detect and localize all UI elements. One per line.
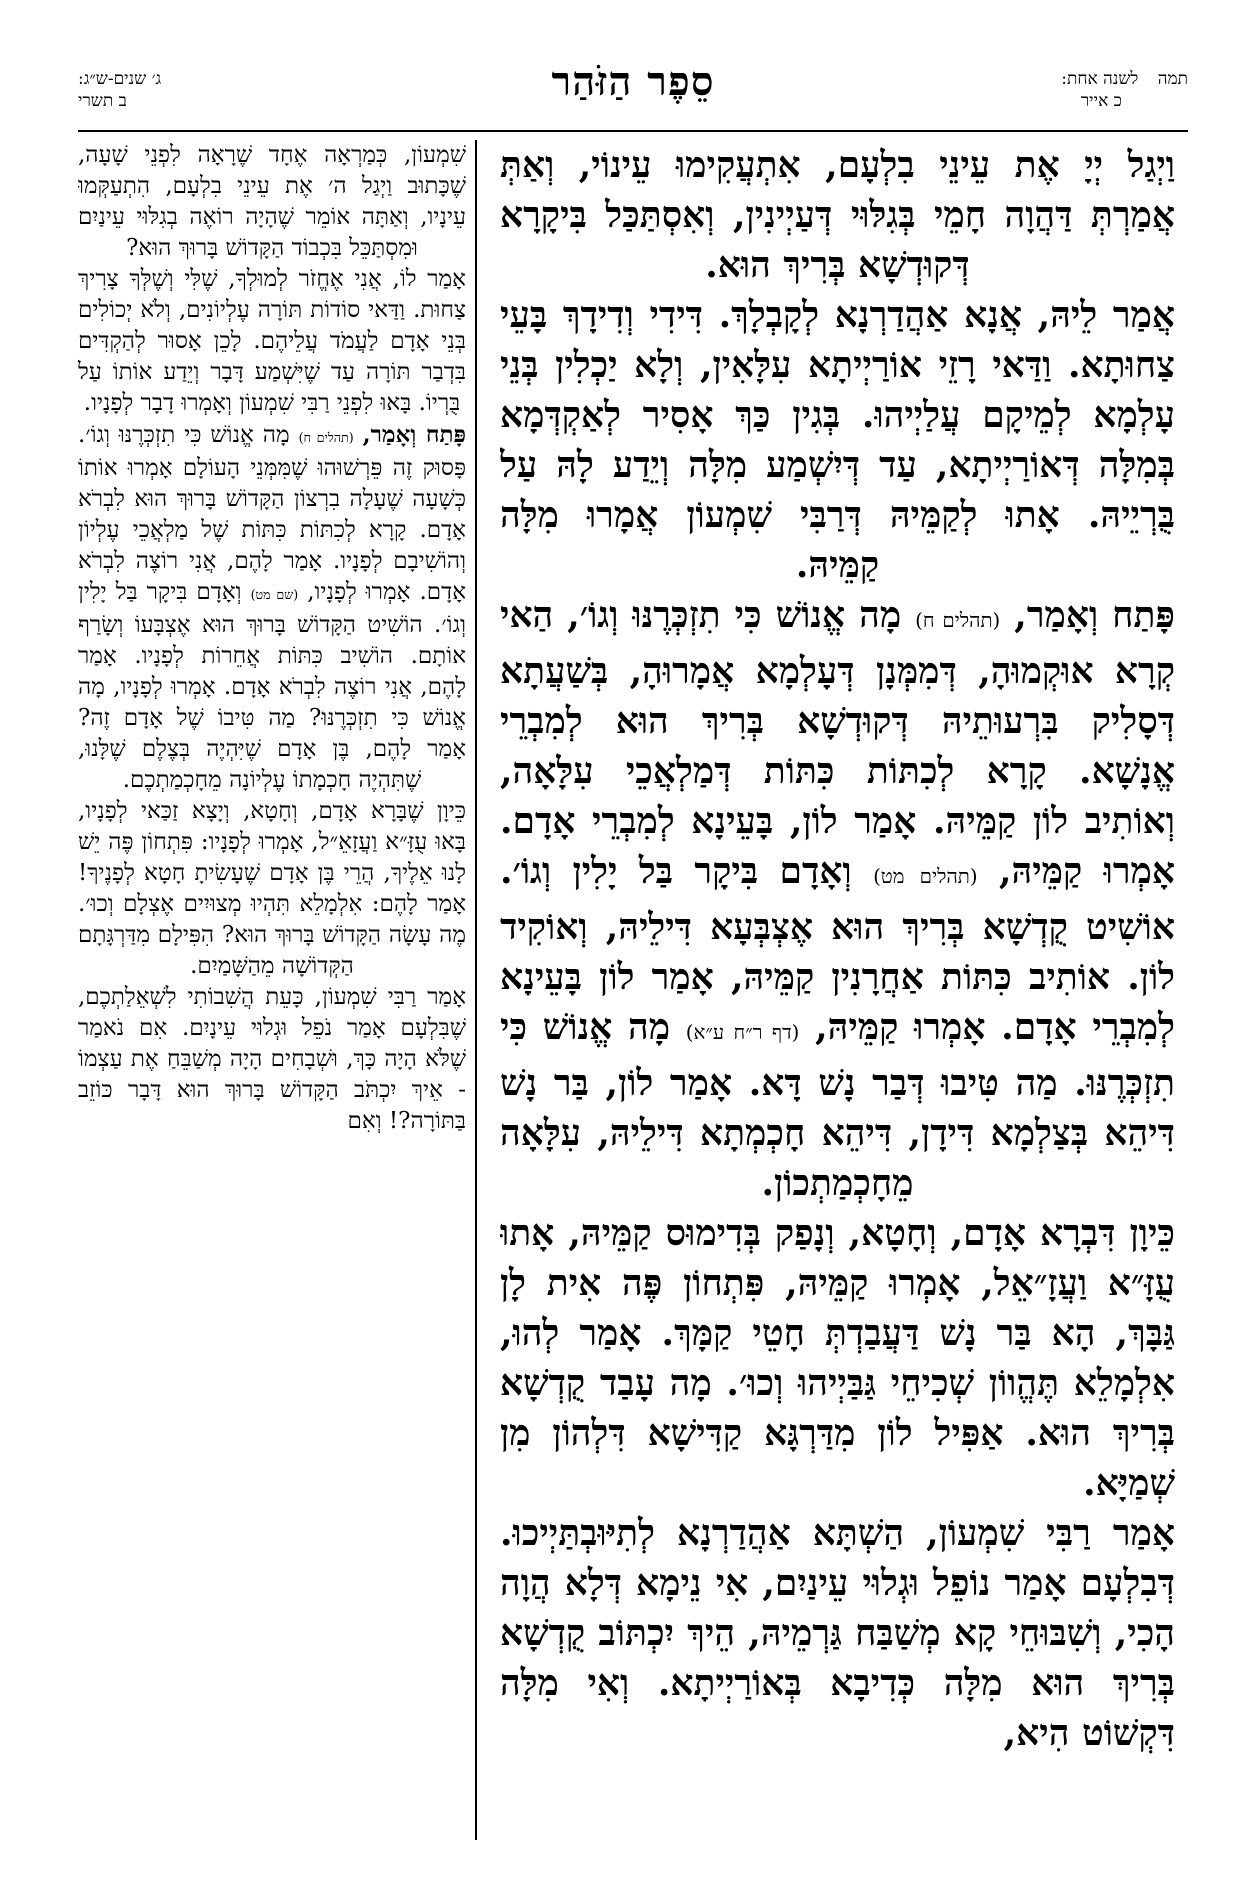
header-cycle-info (78, 68, 161, 112)
side-paragraph-3 (78, 419, 466, 796)
main-aramaic-column (500, 140, 1175, 1840)
column-divider (475, 140, 477, 1840)
cycle-label: ג׳ שנים-ש״ג: (78, 69, 162, 89)
page-header (78, 58, 1188, 140)
main-paragraph-4: כֵּיוָן דִּבְרָא אָדָם, וְחָטָא, וְנָפַק בְּדִימוּס קַמֵּיהּ, אָתוּ עֻזָּ״א וַעֲזָ״אֵל, אָמְרוּ קַמֵּיהּ, פִּתְחוֹן פֶּה אִית לָן גַּבָּךְ, הָא בַּר נָשׁ דַּעֲבַדְתְּ חָטֵי קַמָּךְ. אָמַר לְהוּ, אִלְמָלֵא תֶּהֱווֹן שְׁכִיחֵי גַּבַּיְיהוּ וְכוּ׳. מָה עָבַד קֻדְשָׁא בְּרִיךְ הוּא. אַפִּיל לוֹן מִדַּרְגָּא קַדִּישָׁא דִּלְהוֹן מִן שְׁמַיָּא. (500, 1212, 1175, 1504)
main-paragraph-3-text-b: וְאָדָם בִּיקָר בַּל יָלִין וְגוֹ׳. אוֹשִׁיט קֻדְשָׁא בְּרִיךְ הוּא אֶצְבְּעָא דִּילֵיהּ, וְאוֹקִיד לוֹן. אוֹתִיב כִּתּוֹת אַחֲרָנִין קַמֵּיהּ, אָמַר לוֹן בָּעֵינָא לְמִבְרֵי אָדָם. אָמְרוּ קַמֵּיהּ, (500, 850, 1175, 1048)
side-paragraph-3-text: מָה אֱנוֹשׁ כִּי תִזְכְּרֶנּוּ וְגוֹ׳. פָּסוּק זֶה פֵּרְשׁוּהוּ שֶׁמִּמְּנֵי הָעוֹלָם אָמְרוּ אוֹתוֹ כְּשָׁעָה שֶׁעָלָה בִרְצוֹן הַקָּדוֹשׁ בָּרוּךְ הוּא לִבְרֹא אָדָם. קָרָא לְכִתּוֹת כִּתּוֹת שֶׁל מַלְאֲכֵי עֶלְיוֹן וְהוֹשִׁיבָם לְפָנָיו. אָמַר לָהֶם, אֲנִי רוֹצֶה לִבְרֹא אָדָם. אָמְרוּ לְפָנָיו, (78, 422, 466, 605)
side-paragraph-4: כֵּיוָן שֶׁבָּרָא אָדָם, וְחָטָא, וְיָצָא זַכַּאי לְפָנָיו, בָּאוּ עֻזָּ״א וַעֲזָאֵ״ל, אָמְרוּ לְפָנָיו: פִּתְחוֹן פֶּה יֵשׁ לָנוּ אֵלֶיךָ, הֲרֵי בֶּן אָדָם שֶׁעָשִׂיתָ חָטָא לְפָנֶיךָ! אָמַר לָהֶם: אִלְמָלֵא תִּהְיוּ מְצוּיִים אֶצְלָם וְכוּ׳. מֶה עָשָׂה הַקָּדוֹשׁ בָּרוּךְ הוּא? הִפִּילָם מִדַּרְגָּתָם הַקְּדוֹשָׁה מֵהַשָּׁמַיִם. (78, 798, 466, 979)
side-paragraph-3-text-b: וְאָדָם בִּיקָר בַּל יָלִין וְגוֹ׳. הוֹשִׁיט הַקָּדוֹשׁ בָּרוּךְ הוּא אֶצְבָּעוֹ וְשָׂרַף אוֹתָם. הוֹשִׁיב כִּתּוֹת אֲחֵרוֹת לְפָנָיו. אָמַר לָהֶם, אֲנִי רוֹצֶה לִבְרֹא אָדָם. אָמְרוּ לְפָנָיו, מָה אֱנוֹשׁ כִּי תִזְכְּרֶנּוּ? מַה טִּיבוֹ שֶׁל אָדָם זֶה? אָמַר לָהֶם, בֶּן אָדָם שֶׁיִּהְיֶה בְּצֶלֶם שֶׁלָּנוּ, שֶׁתִּהְיֶה חָכְמָתוֹ עֶלְיוֹנָה מֵחָכְמַתְכֶם. (78, 579, 466, 793)
side-citation-tehillim-8: (תהלים ח) (298, 430, 354, 445)
study-label: לשנה אחת: (1061, 69, 1139, 89)
main-citation-tehillim-8: (תהלים ח) (915, 609, 1001, 632)
side-paragraph-3-opener: פָּתַח וְאָמַר, (362, 421, 466, 448)
main-paragraph-5: אָמַר רַבִּי שִׁמְעוֹן, הַשְׁתָּא אַהֲדַרְנָא לְתִיּוּבְתַּיְיכוּ. דְּבִלְעָם אָמַר נוֹפֵל וּגְלוּי עֵינַיִם, אִי נֵימָא דְּלָא הֲוָה הָכִי, וְשִׁבּוּחֵי קָא מְשַׁבַּח גַּרְמֵיהּ, הֵיךְ יִכְתּוֹב קֻדְשָׁא בְּרִיךְ הוּא מִלָּה כְּדִיבָא בְּאוֹרַיְיתָא. וְאִי מִלָּה דִּקְשׁוֹט הִיא, (500, 1512, 1175, 1754)
side-paragraph-5: אָמַר רַבִּי שִׁמְעוֹן, כָּעֵת הֲשִׁבוֹתִי לִשְׁאֵלַתְכֶם, שֶׁבִּלְעָם אָמַר נֹפֵל וּגְלוּי עֵינָיִם. אִם נֹאמַר שֶׁלֹּא הָיָה כָּךְ, וּשְׁבָחִים הָיָה מְשַׁבֵּחַ אֶת עַצְמוֹ - אֵיךְ יִכְתֹּב הַקָּדוֹשׁ בָּרוּךְ הוּא דָּבָר כּוֹזֵב בַּתּוֹרָה?! וְאִם (78, 984, 466, 1134)
book-title: סֵפֶר הַזֹּהַר (551, 58, 715, 105)
main-paragraph-3-text-c: מָה אֱנוֹשׁ כִּי תִזְכְּרֶנּוּ. מַה טִּיבוּ דְּבַר נָשׁ דָּא. אָמַר לוֹן, בַּר נָשׁ דִּיהֵא בְּצַלְמָא דִּידָן, דִּיהֵא חָכְמְתָא דִּילֵיהּ, עִלָּאָה מֵחָכְמַתְכוֹן. (500, 1006, 1175, 1204)
cycle-date: ב תשרי (78, 91, 127, 111)
side-hebrew-translation-column (78, 140, 466, 1840)
page-number: תמה (1157, 69, 1188, 89)
main-paragraph-3-text: מָה אֱנוֹשׁ כִּי תִזְכְּרֶנּוּ וְגוֹ׳, הַאי קְרָא אוּקְמוּהָ, דְּמִמְּנָן דְּעָלְמָא אֲמָרוּהָ, בְּשַׁעֲתָא דְּסָלִיק בִּרְעוּתֵיהּ דְּקוּדְשָׁא בְּרִיךְ הוּא לְמִבְרֵי אֱנָשָׁא. קָרָא לְכִתּוֹת כִּתּוֹת דְּמַלְאֲכֵי עִלָּאָה, וְאוֹתִיב לוֹן קַמֵּיהּ. אָמַר לוֹן, בָּעֵינָא לְמִבְרֵי אָדָם. אָמְרוּ קַמֵּיהּ, (500, 594, 1175, 892)
side-citation-shem-49: (שם מט) (250, 587, 299, 602)
header-rule (78, 130, 1188, 132)
side-paragraph-1: שִׁמְעוֹן, כְּמַרְאָה אֶחָד שֶׁרָאָה לִפְנֵי שָׁעָה, שֶׁכָּתוּב וַיְגַל ה׳ אֶת עֵינֵי בִלְעָם, הִתְעַקְּמוּ עֵינָיו, וְאַתָּה אוֹמֵר שֶׁהָיָה רוֹאֶה בְגִלּוּי עֵינַיִם וּמִסְתַּכֵּל בִּכְבוֹד הַקָּדוֹשׁ בָּרוּךְ הוּא? (78, 142, 466, 261)
side-paragraph-2: אָמַר לוֹ, אֲנִי אֶחֱזֹר לְמוּלְךָ, שֶׁלִּי וְשֶׁלְּךָ צָרִיךְ צַחוּת. וַדַּאי סוֹדוֹת תּוֹרָה עֶלְיוֹנִים, וְלֹא יְכוֹלִים בְּנֵי אָדָם לַעֲמֹד עֲלֵיהֶם. לָכֵן אָסוּר לְהַקְדִּים בִּדְבַר תּוֹרָה עַד שֶׁיִּשְׁמַע דָּבָר וְיֵדַע אוֹתוֹ עַל בֻּרְיוֹ. בָּאוּ לִפְנֵי רַבִּי שִׁמְעוֹן וְאָמְרוּ דָבָר לְפָנָיו. (78, 266, 466, 416)
main-citation-tehillim-49: (תהלים מט) (873, 865, 978, 888)
main-paragraph-1: וַיְגַל יְיָ אֶת עֵינֵי בִלְעָם, אִתְעֲקִימוּ עֵינוֹי, וְאַתְּ אֲמַרְתְּ דַּהֲוָה חָמֵי בְּגִלּוּי דְּעַיְינִין, וְאִסְתַּכַּל בִּיקָרָא דְּקוּדְשָׁא בְּרִיךְ הוּא. (500, 144, 1175, 286)
study-date: כ אייר (1080, 91, 1122, 111)
main-paragraph-3 (500, 590, 1175, 1208)
main-paragraph-3-opener: פָּתַח וְאָמַר, (1014, 594, 1175, 636)
main-paragraph-2: אֲמַר לֵיהּ, אֲנָא אַהֲדַרְנָא לְקָבְלָךְ. דִּידִי וְדִידָךְ בָּעֵי צַחוּתָא. וַדַּאי רָזֵי אוֹרַיְיתָא עִלָּאִין, וְלָא יַכְלִין בְּנֵי עָלְמָא לְמֵיקָם עֲלַיְיהוּ. בְּגִין כַּךְ אָסִיר לְאַקְדְּמָא בְּמִלָּה דְּאוֹרַיְיתָא, עַד דְּיִשְׁמַע מִלָּה וְיֵדַע לָהּ עַל בֻּרְיֵיהּ. אָתוּ לְקַמֵּיהּ דְּרַבִּי שִׁמְעוֹן אֲמָרוּ מִלָּה קַמֵּיהּ. (500, 294, 1175, 586)
main-citation-daf: (דף ר״ח ע״א) (685, 1021, 800, 1044)
